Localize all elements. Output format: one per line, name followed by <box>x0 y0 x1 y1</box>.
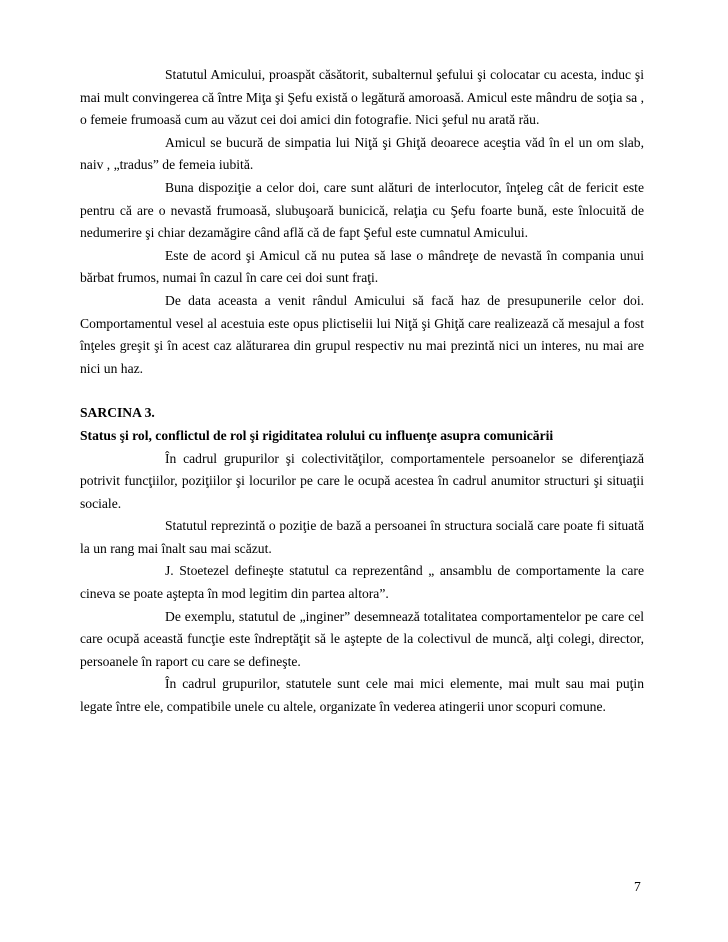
body-paragraph: De data aceasta a venit rândul Amicului să facă haz de presupunerile celor doi. Comportamentul vesel al acestuia este opus plictiselii lui Niţă şi Ghiţă care realizează că mesajul a fost înţeles greşit şi în acest caz alăturarea din grupul respectiv nu mai prezintă nici un interes, nu mai are nici un haz. <box>80 292 644 376</box>
body-paragraph: J. Stoetezel defineşte statutul ca reprezentând „ ansamblu de comportamente la care cineva se poate aştepta în mod legitim din partea altora”. <box>80 563 644 602</box>
section-spacer <box>80 380 644 402</box>
body-paragraph: Statutul reprezintă o poziţie de bază a persoanei în structura socială care poate fi situată la un rang mai înalt sau mai scăzut. <box>80 518 644 556</box>
body-paragraph: Este de acord şi Amicul că nu putea să lase o mândreţe de nevastă în compania unui bărbat frumos, numai în cazul în care cei doi sunt fraţi. <box>80 247 644 286</box>
body-paragraph: În cadrul grupurilor şi colectivităţilor, comportamentele persoanelor se diferenţiază potrivit funcţiilor, poziţiilor şi locurilor pe care le ocupă acestea în cadrul anumitor structuri şi situaţii sociale. <box>80 450 644 511</box>
body-paragraph: Buna dispoziţie a celor doi, care sunt alături de interlocutor, înţeleg cât de fericit este pentru că are o nevastă frumoasă, slubuşoară bunicică, relaţia cu Şefu foarte bună, este înlocuită de nedumerire şi chiar dezamăgire când află că de fapt Şeful este cumnatul Amicului. <box>80 179 644 241</box>
body-paragraph: De exemplu, statutul de „inginer” desemnează totalitatea comportamentelor pe care cel care ocupă această funcţie este îndreptăţit să le aştepte de la colectivul de muncă, alţi colegi, director, persoanele în raport cu care se defineşte. <box>80 608 644 669</box>
document-body <box>80 64 644 719</box>
section-title: Status şi rol, conflictul de rol şi rigiditatea rolului cu influenţe asupra comunicării <box>80 427 554 443</box>
body-paragraph: Statutul Amicului, proaspăt căsătorit, subalternul şefului şi colocatar cu acesta, induc şi mai mult convingerea că între Miţa şi Şefu există o legătură amoroasă. Amicul este mândru de soţia sa , o femeie frumoasă cum au văzut cei doi amici din fotografie. Nici şeful nu arată rău. <box>80 67 644 128</box>
section-label: SARCINA 3. <box>80 405 155 421</box>
body-paragraph: În cadrul grupurilor, statutele sunt cele mai mici elemente, mai mult sau mai puţin legate între ele, compatibile unele cu altele, organizate în vederea atingerii unor scopuri comune. <box>80 676 644 715</box>
page-number: 7 <box>634 879 641 894</box>
body-paragraph: Amicul se bucură de simpatia lui Niţă şi Ghiţă deoarece aceştia văd în el un om slab, naiv , „tradus” de femeia iubită. <box>80 134 644 173</box>
